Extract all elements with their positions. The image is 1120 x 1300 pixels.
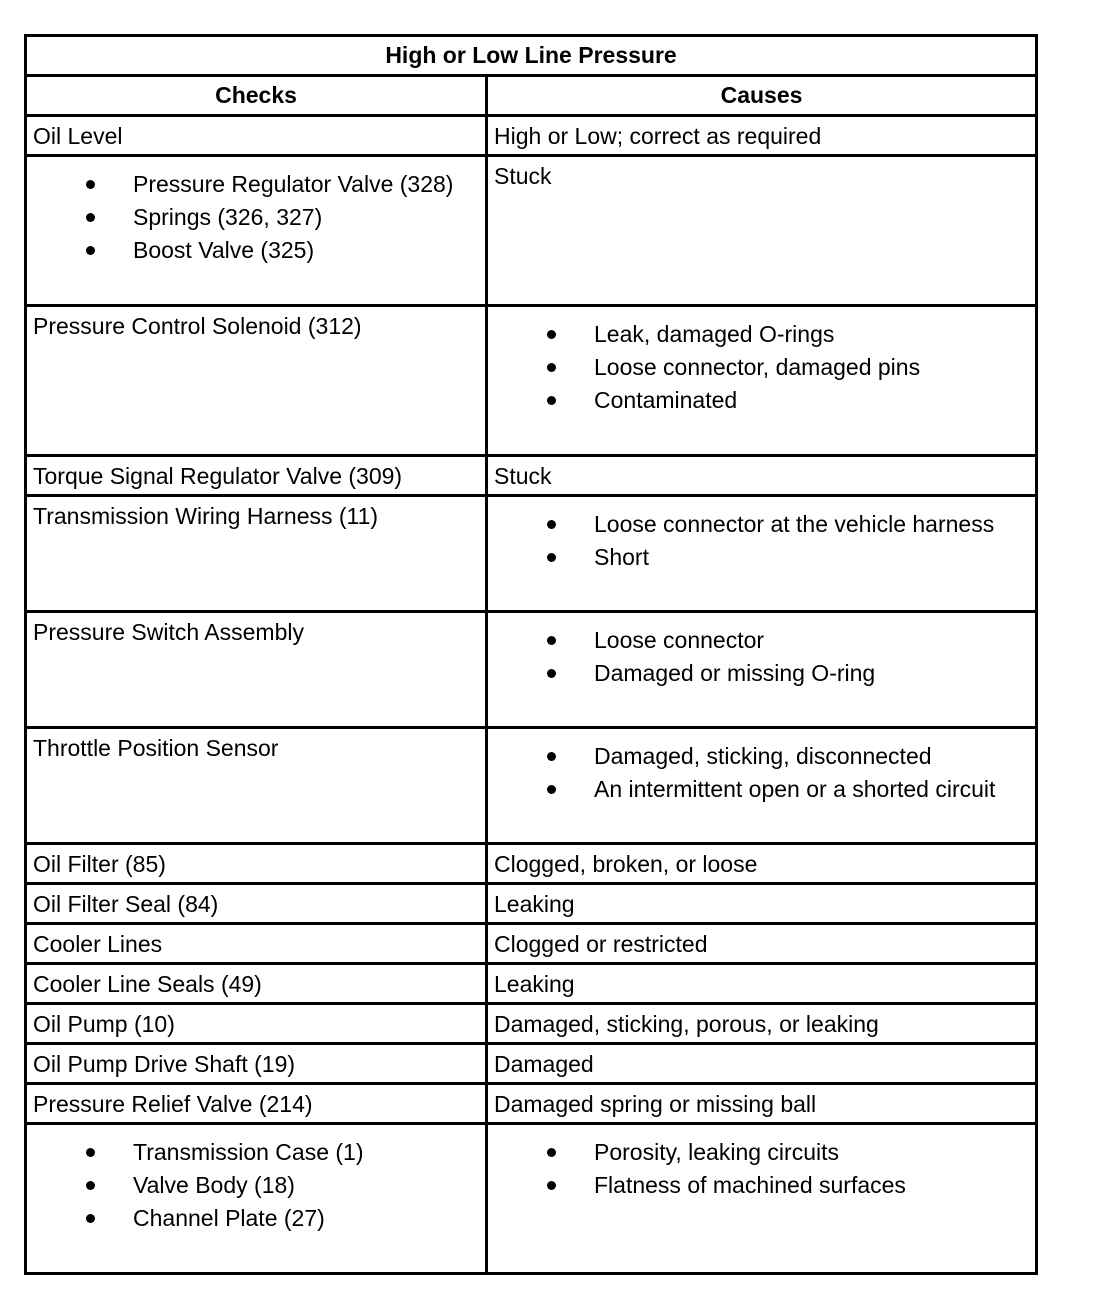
cause-cell — [487, 1084, 1037, 1124]
check-bullet-list — [27, 157, 485, 267]
list-item-text: Boost Valve (325) — [133, 237, 315, 263]
bullet-icon — [547, 636, 556, 645]
bullet-icon — [547, 553, 556, 562]
list-item-text: Pressure Regulator Valve (328) — [133, 171, 454, 197]
list-item — [488, 351, 1035, 384]
bullet-icon — [547, 1148, 556, 1157]
check-cell — [26, 306, 487, 456]
diagnostic-table — [24, 34, 1038, 1275]
cause-bullet-list — [488, 307, 1035, 417]
cause-text: Clogged, broken, or loose — [494, 851, 758, 877]
bullet-icon — [547, 520, 556, 529]
table-row — [26, 728, 1037, 844]
list-item — [27, 1136, 485, 1169]
list-item-text: Porosity, leaking circuits — [594, 1139, 839, 1165]
check-text: Pressure Relief Valve (214) — [33, 1091, 313, 1117]
check-cell — [26, 1124, 487, 1274]
check-cell — [26, 844, 487, 884]
list-item-text: An intermittent open or a shorted circuit — [594, 776, 996, 802]
cause-cell — [487, 884, 1037, 924]
bullet-icon — [547, 752, 556, 761]
cause-cell — [487, 728, 1037, 844]
cause-cell — [487, 924, 1037, 964]
check-text: Transmission Wiring Harness (11) — [33, 503, 379, 529]
cause-cell — [487, 964, 1037, 1004]
table-row — [26, 496, 1037, 612]
cause-text: Stuck — [494, 163, 552, 189]
list-item — [488, 384, 1035, 417]
list-item-text: Leak, damaged O-rings — [594, 321, 835, 347]
cause-cell — [487, 1004, 1037, 1044]
check-text: Throttle Position Sensor — [33, 735, 279, 761]
list-item-text: Loose connector, damaged pins — [594, 354, 921, 380]
list-item — [488, 624, 1035, 657]
list-item — [488, 1136, 1035, 1169]
table-row — [26, 456, 1037, 496]
list-item — [488, 318, 1035, 351]
check-cell — [26, 964, 487, 1004]
bullet-icon — [547, 330, 556, 339]
check-text: Cooler Lines — [33, 931, 163, 957]
list-item-text: Loose connector — [594, 627, 765, 653]
list-item — [488, 541, 1035, 574]
bullet-icon — [547, 1181, 556, 1190]
table-title: High or Low Line Pressure — [26, 36, 1037, 76]
check-text: Torque Signal Regulator Valve (309) — [33, 463, 403, 489]
list-item-text: Transmission Case (1) — [133, 1139, 364, 1165]
list-item — [488, 508, 1035, 541]
table-row — [26, 306, 1037, 456]
cause-text: Damaged, sticking, porous, or leaking — [494, 1011, 879, 1037]
list-item-text: Damaged, sticking, disconnected — [594, 743, 932, 769]
check-text: Oil Level — [33, 123, 123, 149]
cause-text: Stuck — [494, 463, 552, 489]
list-item-text: Short — [594, 544, 649, 570]
causes-header: Causes — [487, 76, 1037, 116]
list-item — [27, 201, 485, 234]
cause-text: Clogged or restricted — [494, 931, 708, 957]
table-row — [26, 116, 1037, 156]
bullet-icon — [86, 180, 95, 189]
check-text: Oil Filter (85) — [33, 851, 166, 877]
bullet-icon — [547, 396, 556, 405]
bullet-icon — [547, 363, 556, 372]
cause-cell — [487, 306, 1037, 456]
check-text: Oil Pump Drive Shaft (19) — [33, 1051, 296, 1077]
cause-cell — [487, 612, 1037, 728]
bullet-icon — [86, 1148, 95, 1157]
list-item — [27, 1202, 485, 1235]
check-cell — [26, 496, 487, 612]
cause-bullet-list — [488, 1125, 1035, 1202]
table-row — [26, 964, 1037, 1004]
list-item-text: Contaminated — [594, 387, 738, 413]
cause-bullet-list — [488, 613, 1035, 690]
check-cell — [26, 1084, 487, 1124]
check-cell — [26, 884, 487, 924]
list-item — [488, 773, 1035, 806]
cause-cell — [487, 1124, 1037, 1274]
cause-cell — [487, 1044, 1037, 1084]
table-row — [26, 924, 1037, 964]
cause-cell — [487, 156, 1037, 306]
bullet-icon — [86, 1181, 95, 1190]
check-cell — [26, 156, 487, 306]
list-item — [488, 1169, 1035, 1202]
list-item — [27, 168, 485, 201]
cause-cell — [487, 116, 1037, 156]
check-cell — [26, 612, 487, 728]
check-cell — [26, 116, 487, 156]
list-item — [27, 1169, 485, 1202]
cause-text: Leaking — [494, 891, 575, 917]
table-row — [26, 1124, 1037, 1274]
bullet-icon — [86, 1214, 95, 1223]
table-row — [26, 156, 1037, 306]
list-item-text: Channel Plate (27) — [133, 1205, 325, 1231]
check-text: Oil Filter Seal (84) — [33, 891, 219, 917]
table-row — [26, 1044, 1037, 1084]
table-row — [26, 844, 1037, 884]
list-item-text: Loose connector at the vehicle harness — [594, 511, 995, 537]
table-row — [26, 1004, 1037, 1044]
check-text: Oil Pump (10) — [33, 1011, 175, 1037]
table-row — [26, 612, 1037, 728]
check-text: Pressure Control Solenoid (312) — [33, 313, 362, 339]
check-cell — [26, 1004, 487, 1044]
check-cell — [26, 924, 487, 964]
cause-cell — [487, 844, 1037, 884]
cause-text: High or Low; correct as required — [494, 123, 822, 149]
list-item-text: Flatness of machined surfaces — [594, 1172, 906, 1198]
check-cell — [26, 1044, 487, 1084]
check-text: Cooler Line Seals (49) — [33, 971, 262, 997]
table-row — [26, 884, 1037, 924]
bullet-icon — [86, 213, 95, 222]
check-cell — [26, 728, 487, 844]
list-item — [27, 234, 485, 267]
table-row — [26, 1084, 1037, 1124]
check-cell — [26, 456, 487, 496]
cause-text: Damaged — [494, 1051, 594, 1077]
cause-bullet-list — [488, 497, 1035, 574]
list-item — [488, 657, 1035, 690]
cause-text: Leaking — [494, 971, 575, 997]
bullet-icon — [86, 246, 95, 255]
bullet-icon — [547, 669, 556, 678]
cause-text: Damaged spring or missing ball — [494, 1091, 817, 1117]
cause-cell — [487, 456, 1037, 496]
checks-header: Checks — [26, 76, 487, 116]
list-item — [488, 740, 1035, 773]
cause-bullet-list — [488, 729, 1035, 806]
bullet-icon — [547, 785, 556, 794]
list-item-text: Valve Body (18) — [133, 1172, 295, 1198]
cause-cell — [487, 496, 1037, 612]
list-item-text: Damaged or missing O-ring — [594, 660, 876, 686]
list-item-text: Springs (326, 327) — [133, 204, 323, 230]
check-bullet-list — [27, 1125, 485, 1235]
check-text: Pressure Switch Assembly — [33, 619, 304, 645]
